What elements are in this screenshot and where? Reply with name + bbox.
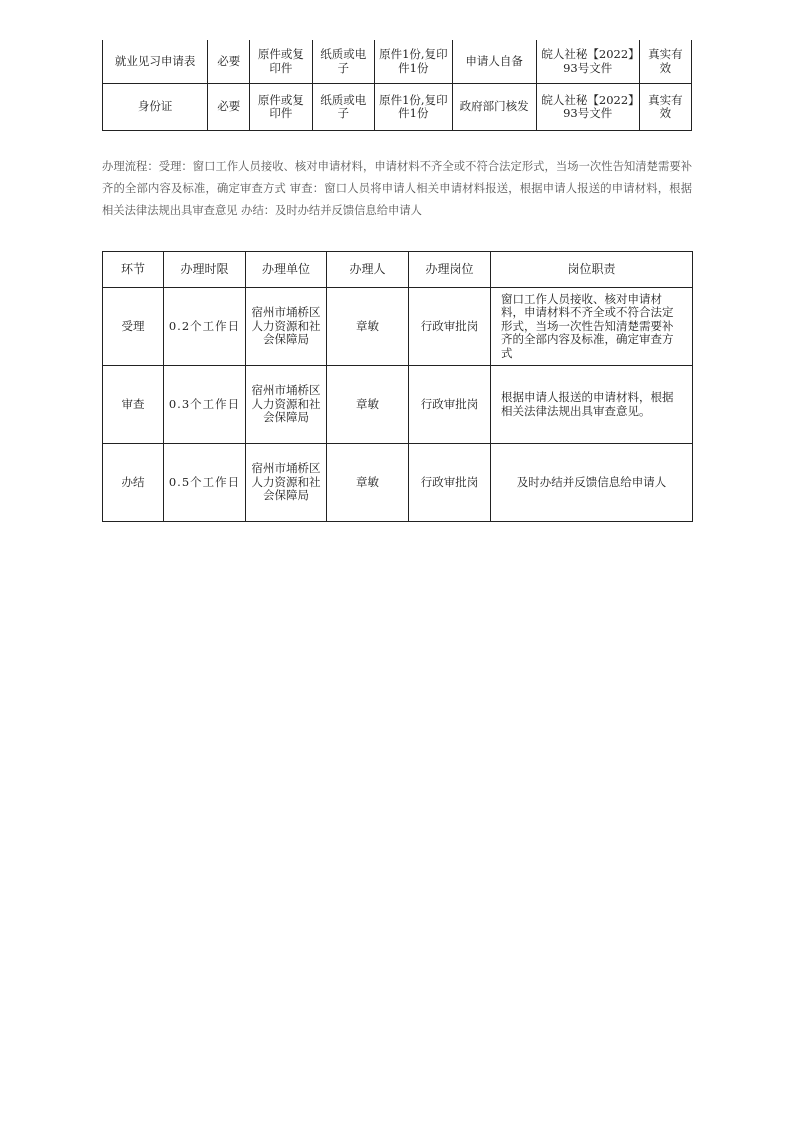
process-table	[102, 251, 693, 522]
material-requirement: 真实有效	[639, 40, 691, 84]
material-basis: 皖人社秘【2022】93号文件	[536, 84, 639, 131]
process-description: 办理流程：受理：窗口工作人员接收、核对申请材料，申请材料不齐全或不符合法定形式，当场一次性告知清楚需要补齐的全部内容及标准，确定审查方式 审查：窗口人员将申请人相关申请材料报送，根据申请人报送的申请材料，根据相关法律法规出具审查意见 办结：及时办结并反馈信息给申请人	[102, 160, 692, 217]
materials-table	[102, 40, 692, 131]
step-stage: 受理	[103, 288, 164, 366]
step-unit: 宿州市埇桥区人力资源和社会保障局	[246, 288, 327, 366]
step-duty: 根据申请人报送的申请材料，根据相关法律法规出具审查意见。	[491, 366, 693, 444]
header-stage: 环节	[103, 252, 164, 288]
header-unit: 办理单位	[246, 252, 327, 288]
material-form: 原件或复印件	[250, 84, 312, 131]
step-unit: 宿州市埇桥区人力资源和社会保障局	[246, 444, 327, 522]
table-row	[103, 40, 692, 84]
material-form: 原件或复印件	[250, 40, 312, 84]
material-name: 就业见习申请表	[103, 40, 208, 84]
table-row	[103, 366, 693, 444]
header-post: 办理岗位	[409, 252, 491, 288]
step-person: 章敏	[327, 444, 409, 522]
table-row	[103, 84, 692, 131]
table-header-row	[103, 252, 693, 288]
material-required: 必要	[208, 40, 250, 84]
header-person: 办理人	[327, 252, 409, 288]
material-source: 政府部门核发	[452, 84, 536, 131]
step-duty: 窗口工作人员接收、核对申请材料，申请材料不齐全或不符合法定形式，当场一次性告知清楚需要补齐的全部内容及标准，确定审查方式	[491, 288, 693, 366]
material-source: 申请人自备	[452, 40, 536, 84]
material-requirement: 真实有效	[639, 84, 691, 131]
step-time-limit: 0.3个工作日	[164, 366, 246, 444]
step-post: 行政审批岗	[409, 288, 491, 366]
step-person: 章敏	[327, 288, 409, 366]
step-stage: 办结	[103, 444, 164, 522]
table-row	[103, 444, 693, 522]
material-quantity: 原件1份,复印件1份	[374, 40, 452, 84]
step-person: 章敏	[327, 366, 409, 444]
material-quantity: 原件1份,复印件1份	[374, 84, 452, 131]
material-required: 必要	[208, 84, 250, 131]
step-time-limit: 0.5个工作日	[164, 444, 246, 522]
step-stage: 审查	[103, 366, 164, 444]
step-post: 行政审批岗	[409, 366, 491, 444]
step-duty: 及时办结并反馈信息给申请人	[491, 444, 693, 522]
header-duty: 岗位职责	[491, 252, 693, 288]
step-post: 行政审批岗	[409, 444, 491, 522]
material-basis: 皖人社秘【2022】93号文件	[536, 40, 639, 84]
step-unit: 宿州市埇桥区人力资源和社会保障局	[246, 366, 327, 444]
header-time-limit: 办理时限	[164, 252, 246, 288]
step-time-limit: 0.2个工作日	[164, 288, 246, 366]
material-medium: 纸质或电子	[312, 40, 374, 84]
table-row	[103, 288, 693, 366]
material-medium: 纸质或电子	[312, 84, 374, 131]
material-name: 身份证	[103, 84, 208, 131]
